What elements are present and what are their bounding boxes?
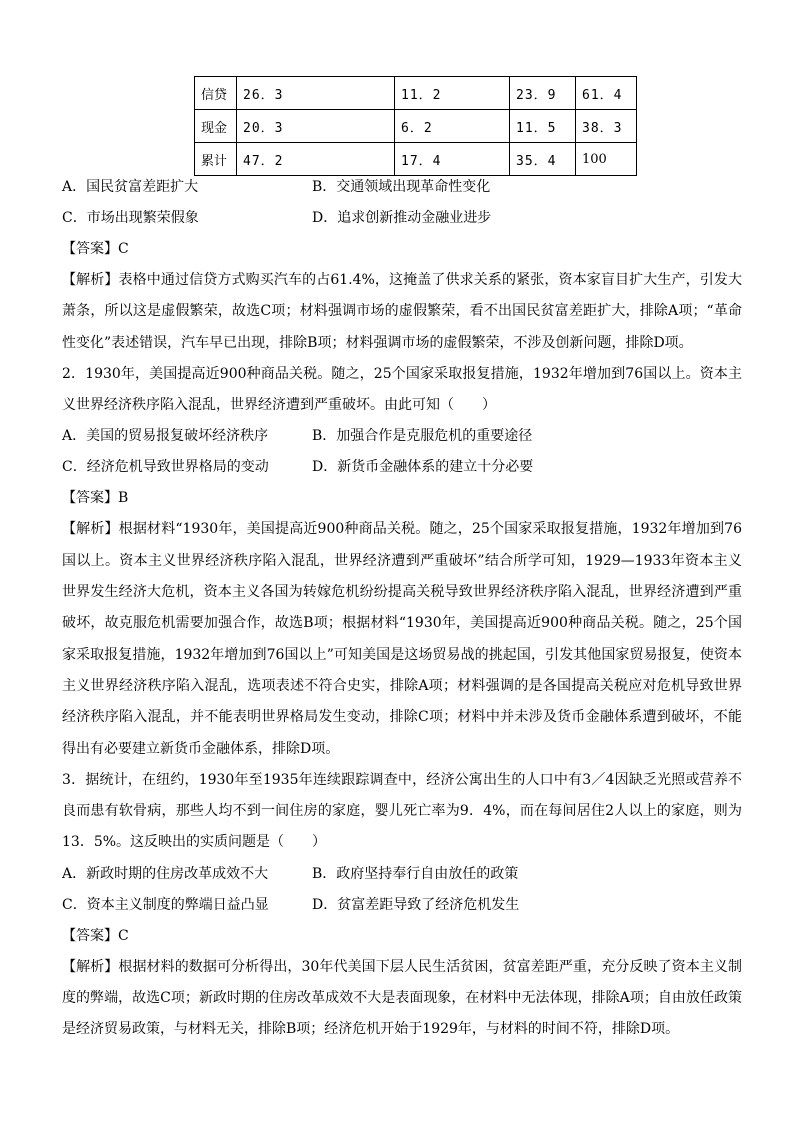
table-cell: 累计 <box>195 143 237 176</box>
option-a: A．美国的贸易报复破坏经济秩序 <box>62 428 269 445</box>
table-cell: 38．3 <box>576 110 637 143</box>
q1-answer: 【答案】C <box>62 241 129 257</box>
option-c: C．经济危机导致世界格局的变动 <box>62 459 269 476</box>
q3-answer: 【答案】C <box>62 927 129 944</box>
q1-options <box>62 172 742 234</box>
q2-options <box>62 421 742 483</box>
table-cell: 61．4 <box>576 77 637 110</box>
table-row <box>195 143 637 176</box>
table-cell: 35．4 <box>510 143 576 176</box>
car-purchase-table <box>194 76 637 176</box>
table-row <box>195 77 637 110</box>
question-content <box>62 172 742 1046</box>
q2-answer: 【答案】B <box>62 490 129 507</box>
table-cell: 100 <box>576 143 637 176</box>
table-cell: 23．9 <box>510 77 576 110</box>
table-row <box>195 110 637 143</box>
option-d: D．追求创新推动金融业进步 <box>312 210 492 226</box>
option-a: A．国民贫富差距扩大 <box>62 179 199 195</box>
q3-analysis: 【解析】根据材料的数据可分析得出，30年代美国下层人民生活贫困，贫富差距严重，充分反映了资本主义制度的弊端，故选C项；新政时期的住房改革成效不大是表面现象，在材料中无法体现，排除A项；自由放任政策是经济贸易政策，与材料无关，排除B项；经济危机开始于1929年，与材料的时间不符，排除D项。 <box>62 958 742 1038</box>
table-cell: 17．4 <box>395 143 510 176</box>
table-cell: 47．2 <box>237 143 395 176</box>
option-b: B．加强合作是克服危机的重要途径 <box>312 428 533 445</box>
option-d: D．新货币金融体系的建立十分必要 <box>312 459 534 476</box>
option-c: C．资本主义制度的弊端日益凸显 <box>62 896 269 913</box>
table-cell: 20．3 <box>237 110 395 143</box>
q3-stem: 3．据统计，在纽约，1930年至1935年连续跟踪调查中，经济公寓出生的人口中有3／4因缺乏光照或营养不良而患有软骨病，那些人均不到一间住房的家庭，婴儿死亡率为9．4%，而在每间居住2人以上的家庭，则为13．5%。这反映出的实质问题是（ ） <box>62 771 742 851</box>
option-b: B．交通领域出现革命性变化 <box>312 179 491 195</box>
table-cell: 26．3 <box>237 77 395 110</box>
option-c: C．市场出现繁荣假象 <box>62 210 199 226</box>
table-cell: 信贷 <box>195 77 237 110</box>
option-a: A．新政时期的住房改革成效不大 <box>62 865 269 882</box>
q2-analysis: 【解析】根据材料“1930年，美国提高近900种商品关税。随之，25个国家采取报复措施，1932年增加到76国以上。资本主义世界经济秩序陷入混乱，世界经济遭到严重破坏”结合所学可知，1929—1933年资本主义世界发生经济大危机，资本主义各国为转嫁危机纷纷提高关税导致世界经济秩序陷入混乱，世界经济遭到严重破坏，故克服危机需要加强合作，故选B项；根据材料“1930年，美国提高近900种商品关税。随之，25个国家采取报复措施，1932年增加到76国以上”可知美国是这场贸易战的挑起国，引发其他国家贸易报复，使资本主义世界经济秩序陷入混乱，选项表述不符合史实，排除A项；材料强调的是各国提高关税应对危机导致世界经济秩序陷入混乱，并不能表明世界格局发生变动，排除C项；材料中并未涉及货币金融体系遭到破坏，不能得出有必要建立新货币金融体系，排除D项。 <box>62 521 742 757</box>
option-d: D．贫富差距导致了经济危机发生 <box>312 896 520 913</box>
table-cell: 11．5 <box>510 110 576 143</box>
table-cell: 6．2 <box>395 110 510 143</box>
table-cell: 11．2 <box>395 77 510 110</box>
option-b: B．政府坚持奉行自由放任的政策 <box>312 865 519 882</box>
q3-options <box>62 859 742 921</box>
q1-analysis: 【解析】表格中通过信贷方式购买汽车的占61.4%，这掩盖了供求关系的紧张，资本家盲目扩大生产，引发大萧条，所以这是虚假繁荣，故选C项；材料强调市场的虚假繁荣，看不出国民贫富差距扩大，排除A项；“革命性变化”表述错误，汽车早已出现，排除B项；材料强调市场的虚假繁荣，不涉及创新问题，排除D项。 <box>62 272 742 351</box>
q2-stem: 2．1930年，美国提高近900种商品关税。随之，25个国家采取报复措施，1932年增加到76国以上。资本主义世界经济秩序陷入混乱，世界经济遭到严重破坏。由此可知（ ） <box>62 365 742 414</box>
table-cell: 现金 <box>195 110 237 143</box>
